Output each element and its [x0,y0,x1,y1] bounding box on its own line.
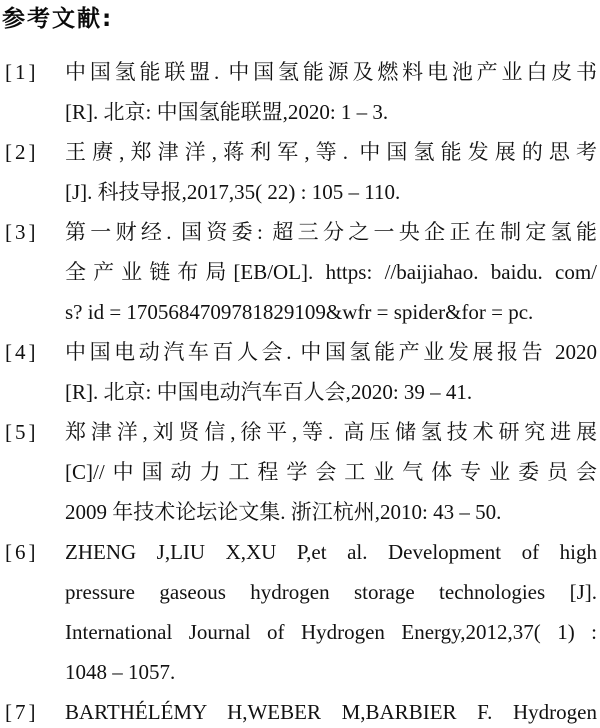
reference-number: [5] [5,420,39,444]
reference-number: [6] [5,540,39,564]
reference-line: [R]. 北京: 中国电动汽车百人会,2020: 39 – 41. [65,380,473,404]
reference-item [0,692,600,728]
reference-line: 郑津洋,刘贤信,徐平,等. 高压储氢技术研究进展 [65,420,597,444]
reference-line: 中国氢能联盟. 中国氢能源及燃料电池产业白皮书 [65,60,597,84]
reference-line: [R]. 北京: 中国氢能联盟,2020: 1 – 3. [65,100,389,124]
reference-line: pressure gaseous hydrogen storage technologies [J]. [65,580,597,604]
reference-item [0,132,600,212]
reference-number: [3] [5,220,39,244]
reference-line: 全产业链布局[EB/OL]. https: //baijiahao. baidu. com/ [65,260,597,284]
reference-item [0,212,600,332]
reference-item [0,52,600,132]
reference-number: [2] [5,140,39,164]
reference-number: [7] [5,700,39,724]
reference-line: [J]. 科技导报,2017,35( 22) : 105 – 110. [65,180,401,204]
reference-line: s? id = 1705684709781829109&wfr = spider&for = pc. [65,300,534,324]
reference-line: 1048 – 1057. [65,660,176,684]
reference-list [0,52,600,728]
reference-line: 2009 年技术论坛论文集. 浙江杭州,2010: 43 – 50. [65,500,502,524]
reference-item [0,332,600,412]
reference-item [0,412,600,532]
reference-line: 中国电动汽车百人会. 中国氢能产业发展报告 2020 [65,340,597,364]
reference-line: 第一财经. 国资委: 超三分之一央企正在制定氢能 [65,220,597,244]
reference-number: [1] [5,60,39,84]
reference-line: BARTHÉLÉMY H,WEBER M,BARBIER F. Hydrogen [65,700,597,724]
reference-line: ZHENG J,LIU X,XU P,et al. Development of high [65,540,597,564]
references-section-title: 参考文献: [2,6,114,32]
reference-line: International Journal of Hydrogen Energy,2012,37( 1) : [65,620,597,644]
reference-item [0,532,600,692]
reference-line: [C]//中国动力工程学会工业气体专业委员会 [65,460,597,484]
reference-line: 王赓,郑津洋,蒋利军,等. 中国氢能发展的思考 [65,140,597,164]
reference-number: [4] [5,340,39,364]
